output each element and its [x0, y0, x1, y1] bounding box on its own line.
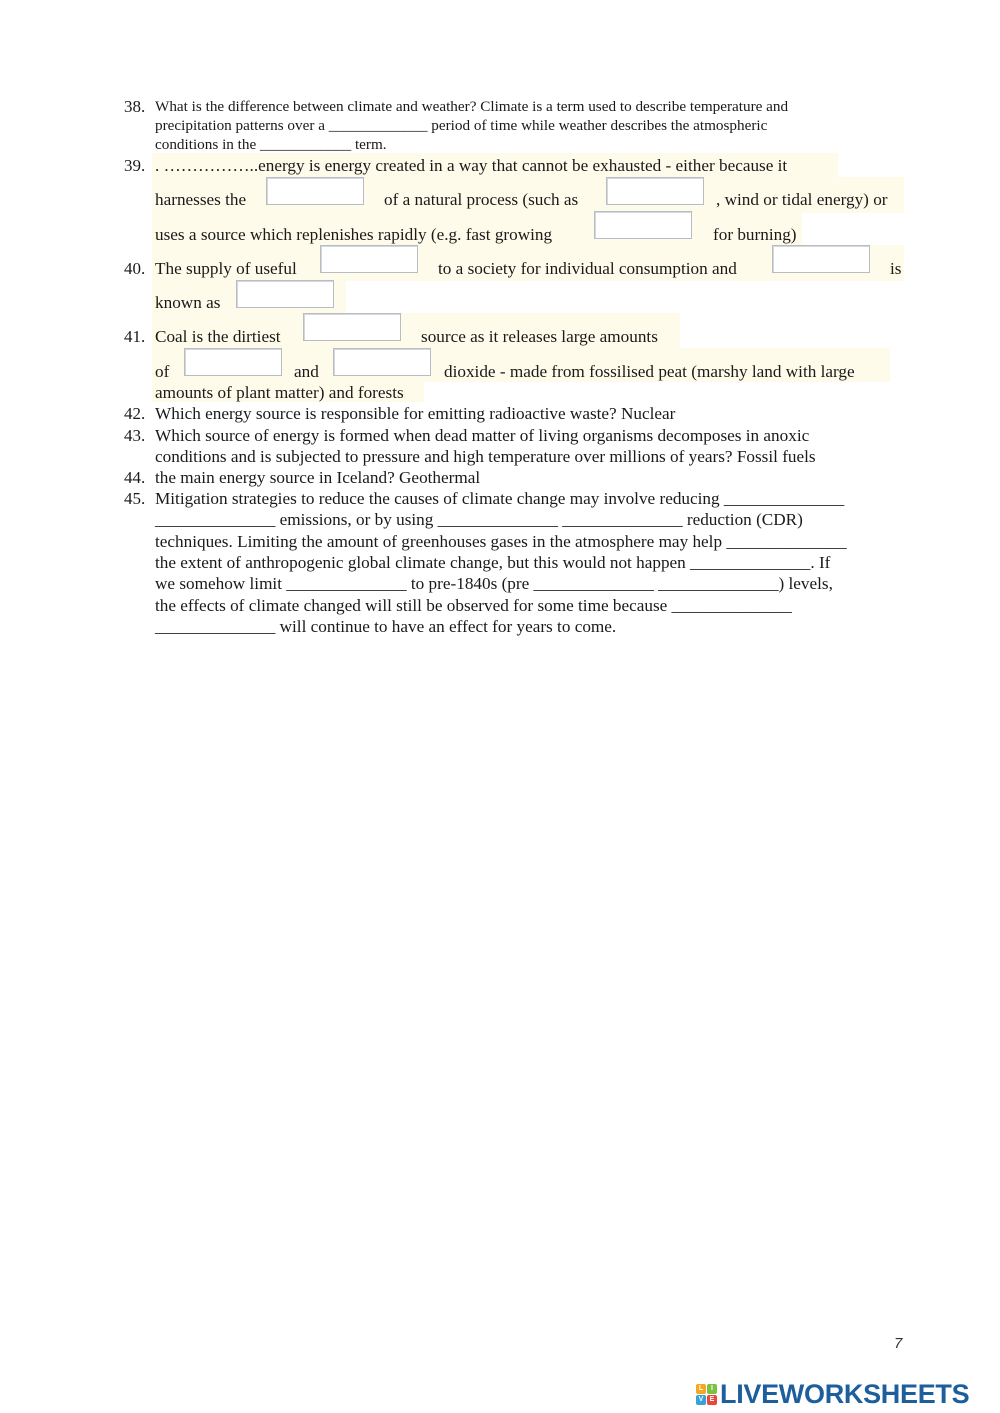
- question-text: amounts of plant matter) and forests: [155, 383, 404, 402]
- question-text: we somehow limit ______________ to pre-1840s (pre ______________ ______________) levels,: [155, 574, 833, 593]
- question-text: What is the difference between climate and weather? Climate is a term used to describe temperature and: [155, 98, 789, 115]
- liveworksheets-logo[interactable]: [696, 1377, 969, 1411]
- question-text: uses a source which replenishes rapidly (e.g. fast growing: [155, 225, 553, 244]
- logo-text: LIVEWORKSHEETS: [720, 1378, 970, 1409]
- answer-input-q40-1[interactable]: [320, 245, 418, 273]
- question-text: conditions in the ____________ term.: [155, 136, 387, 153]
- question-number: 38.: [124, 97, 146, 116]
- answer-input-q41-3[interactable]: [333, 348, 431, 376]
- answer-input-q39-1[interactable]: [266, 177, 364, 205]
- question-text: of: [155, 362, 170, 381]
- question-text: known as: [155, 293, 221, 312]
- question-number: 39.: [124, 156, 146, 175]
- answer-input-q39-2[interactable]: [606, 177, 704, 205]
- answer-input-q39-3[interactable]: [594, 211, 692, 239]
- question-number: 44.: [124, 468, 146, 487]
- question-number: 40.: [124, 259, 146, 278]
- question-text: Coal is the dirtiest: [155, 327, 281, 346]
- question-text: ______________ will continue to have an effect for years to come.: [155, 617, 617, 636]
- question-text: Which energy source is responsible for emitting radioactive waste? Nuclear: [155, 404, 676, 423]
- question-text: of a natural process (such as: [384, 190, 579, 209]
- question-number: 41.: [124, 327, 146, 346]
- question-number: 43.: [124, 426, 146, 445]
- question-text: for burning): [713, 225, 797, 244]
- question-text: The supply of useful: [155, 259, 297, 278]
- page-number: 7: [894, 1335, 903, 1352]
- question-text: , wind or tidal energy) or: [716, 190, 888, 209]
- question-text: the main energy source in Iceland? Geothermal: [155, 468, 481, 487]
- question-text: Which source of energy is formed when dead matter of living organisms decomposes in anoxic: [155, 426, 810, 445]
- answer-input-q40-2[interactable]: [772, 245, 870, 273]
- question-text: Mitigation strategies to reduce the causes of climate change may involve reducing ______________: [155, 489, 845, 508]
- logo-icon-tile: L: [696, 1384, 706, 1394]
- question-text: source as it releases large amounts: [421, 327, 658, 346]
- question-text: conditions and is subjected to pressure and high temperature over millions of years? Fossil fuels: [155, 447, 816, 466]
- question-text: and: [294, 362, 319, 381]
- question-number: 42.: [124, 404, 146, 423]
- question-text: ______________ emissions, or by using ______________ ______________ reduction (CDR): [155, 510, 803, 529]
- question-text: harnesses the: [155, 190, 247, 209]
- logo-icon-tile: E: [707, 1395, 717, 1405]
- logo-icon-tile: V: [696, 1395, 706, 1405]
- question-text: is: [890, 259, 902, 278]
- logo-icon-tile: I: [707, 1384, 717, 1394]
- answer-input-q40-3[interactable]: [236, 280, 334, 308]
- answer-input-q41-2[interactable]: [184, 348, 282, 376]
- question-text: . ……………..energy is energy created in a way that cannot be exhausted - either because it: [155, 156, 788, 175]
- question-text: dioxide - made from fossilised peat (marshy land with large: [444, 362, 855, 381]
- liveworksheets-logo-icon: [696, 1384, 717, 1405]
- question-text: to a society for individual consumption and: [438, 259, 737, 278]
- question-number: 45.: [124, 489, 146, 508]
- question-text: techniques. Limiting the amount of greenhouses gases in the atmosphere may help ______________: [155, 532, 847, 551]
- answer-input-q41-1[interactable]: [303, 313, 401, 341]
- question-text: the effects of climate changed will still be observed for some time because ______________: [155, 596, 792, 615]
- question-text: the extent of anthropogenic global climate change, but this would not happen ______________. If: [155, 553, 831, 572]
- question-text: precipitation patterns over a _____________ period of time while weather describes the atmospheric: [155, 117, 768, 134]
